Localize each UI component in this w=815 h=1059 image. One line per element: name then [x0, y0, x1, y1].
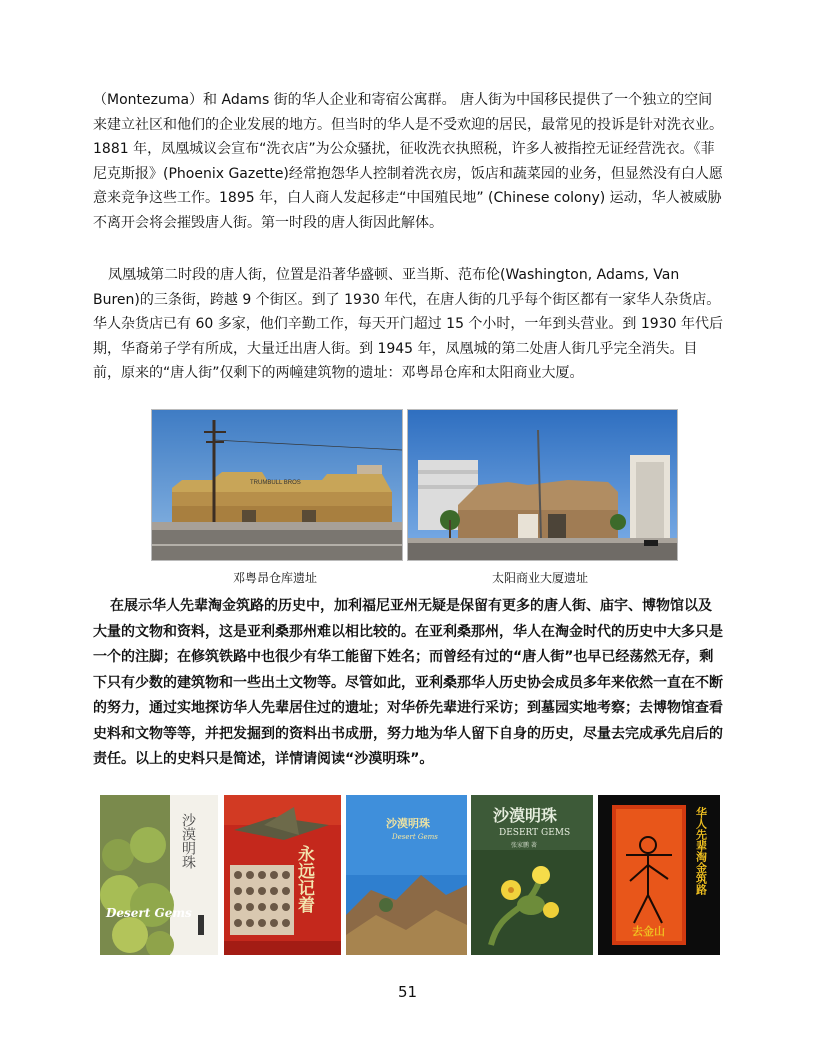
commercial-building-photo: [407, 409, 678, 561]
book-cover-desert-gems-cactus: [100, 795, 218, 955]
page-number: 51: [397, 983, 418, 1001]
paragraph-3-text: 在展示华人先辈淘金筑路的历史中，加利福尼亚州无疑是保留有更多的唐人街、庙宇、博物馆以及大量的文物和资料，这是亚利桑那州难以相比较的。在亚利桑那州，华人在淘金时代的历史中大多只是一个的注脚；在修筑铁路中也很少有华工能留下姓名；而曾经有过的“唐人街”也早已经荡然无存，剩下只有少数的建筑物和一些出土文物等。尽管如此，亚利桑那华人历史协会成员多年来依然一直在不断的努力，通过实地探访华人先辈居住过的遗址；对华侨先辈进行采访；到墓园实地考察；去博物馆查看史料和文物等等，并把发掘到的资料出书成册，努力地为华人留下自身的历史，尽量去完成承先启后的责任。以上的史料只是简述，详情请阅读“沙漠明珠”。: [93, 598, 723, 767]
book5-chinese-title: 华人先辈淘金筑路: [694, 807, 708, 895]
book-cover-desert-gems-mountain: [346, 795, 467, 955]
paragraph-1-text: （Montezuma）和 Adams 街的华人企业和寄宿公寓群。 唐人街为中国移民提供了一个独立的空间来建立社区和他们的企业发展的地方。但当时的华人是不受欢迎的居民，最常见的投诉是针对洗衣业。1881 年，凤凰城议会宣布“洗衣店”为公众骚扰，征收洗衣执照税，许多人被指控无证经营洗衣。《菲尼克斯报》(Phoenix Gazette)经常抱怨华人控制着洗衣房，饭店和蔬菜园的业务，但显然没有白人愿意来竞争这些工作。1895 年，白人商人发起移走“中国殖民地” (Chinese colony) 运动，华人被威胁不离开会将会摧毁唐人街。第一时段的唐人街因此解体。: [93, 92, 723, 231]
book-cover-desert-gems-flowers: [471, 795, 593, 955]
warehouse-caption: 邓粤昂仓库遗址: [232, 571, 317, 585]
book4-english-title: DESERT GEMS: [499, 828, 571, 838]
paragraph-second-chinatown: [93, 263, 725, 386]
paragraph-laundry-history: [93, 88, 725, 235]
book3-chinese-title: 沙漠明珠: [386, 817, 430, 830]
book1-english-title: Desert Gems: [106, 906, 192, 920]
book-cover-remember: [224, 795, 341, 955]
paragraph-preservation-efforts: [93, 594, 725, 773]
paragraph-2-text: 凤凰城第二时段的唐人街，位置是沿著华盛顿、亚当斯、范布伦(Washington, Adams, Van Buren)的三条街，跨越 9 个街区。到了 1930 年代，在唐人街的几乎每个街区都有一家华人杂货店。华人杂货店已有 60 多家，他们辛勤工作，每天开门超过 15 个小时，一年到头营业。到 1930 年代后期，华裔弟子学有所成，大量迁出唐人街。到 1945 年，凤凰城的第二处唐人街几乎完全消失。目前，原来的“唐人街”仅剩下的两幢建筑物的遗址：邓粤昂仓库和太阳商业大厦。: [93, 267, 723, 381]
warehouse-photo: [151, 409, 403, 561]
book5-bottom-text: 去金山: [632, 925, 665, 938]
book1-chinese-title: 沙漠明珠: [180, 813, 196, 869]
book3-english-title: Desert Gems: [392, 833, 438, 841]
book4-chinese-title: 沙漠明珠: [493, 806, 558, 825]
book2-chinese-title: 永远记着: [294, 845, 314, 913]
book-cover-gold-rush: [598, 795, 720, 955]
book4-author: 张家鹏 著: [511, 842, 537, 849]
warehouse-sign: TRUMBULL BROS: [250, 480, 301, 486]
commercial-building-caption: 太阳商业大厦遗址: [491, 571, 588, 585]
